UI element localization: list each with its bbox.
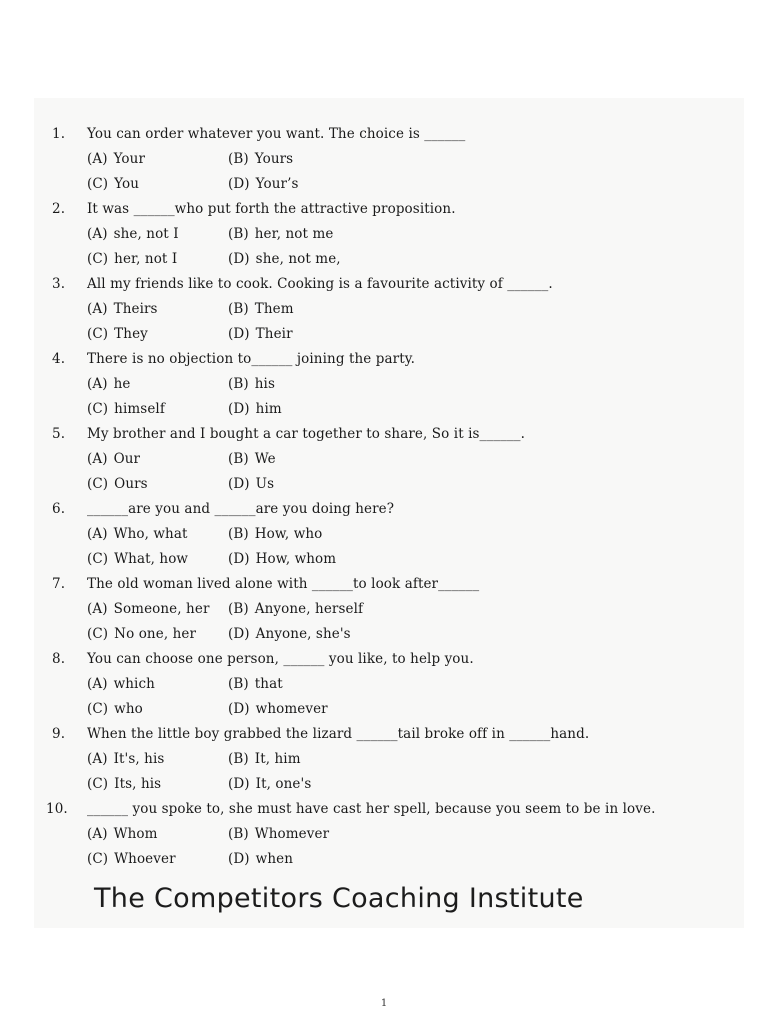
option-label: (D) (228, 176, 250, 192)
option-label: (D) (228, 776, 250, 792)
option-label: (B) (228, 451, 249, 467)
option-c (87, 851, 176, 867)
option-a (87, 526, 188, 542)
option-b (228, 151, 293, 167)
option-b (228, 751, 301, 767)
option-text: Us (255, 476, 275, 492)
option-text: Anyone, herself (254, 601, 364, 617)
option-a (87, 451, 140, 467)
option-b (228, 376, 275, 392)
option-text: who (114, 701, 143, 717)
option-label: (D) (228, 401, 250, 417)
question-text: ______are you and ______are you doing here? (87, 501, 395, 517)
option-label: (B) (228, 226, 249, 242)
option-label: (C) (87, 551, 109, 567)
question-text: You can order whatever you want. The choice is ______ (87, 126, 466, 142)
option-label: (A) (87, 151, 108, 167)
option-text: It's, his (113, 751, 165, 767)
option-label: (C) (87, 701, 109, 717)
option-text: her, not I (114, 251, 178, 267)
option-text: Whoever (114, 851, 176, 867)
question-number: 9. (52, 726, 66, 742)
option-label: (C) (87, 776, 109, 792)
option-label: (C) (87, 626, 109, 642)
option-a (87, 826, 158, 842)
option-d (228, 626, 351, 642)
option-a (87, 676, 155, 692)
option-text: himself (114, 401, 165, 417)
option-text: which (113, 676, 155, 692)
option-text: We (254, 451, 276, 467)
option-text: Yours (254, 151, 294, 167)
option-label: (B) (228, 301, 249, 317)
option-a (87, 751, 164, 767)
option-a (87, 151, 145, 167)
option-a (87, 601, 210, 617)
option-label: (B) (228, 376, 249, 392)
option-c (87, 251, 177, 267)
option-text: Anyone, she's (255, 626, 351, 642)
option-text: she, not me, (255, 251, 341, 267)
option-label: (A) (87, 526, 108, 542)
option-label: (C) (87, 326, 109, 342)
question-text: It was ______who put forth the attractive proposition. (87, 201, 456, 217)
option-label: (A) (87, 826, 108, 842)
option-d (228, 326, 293, 342)
option-text: he (113, 376, 131, 392)
question-text: You can choose one person, ______ you like, to help you. (87, 651, 474, 667)
option-a (87, 376, 130, 392)
question-number: 8. (52, 651, 66, 667)
question-number: 5. (52, 426, 66, 442)
question-number: 7. (52, 576, 66, 592)
option-text: him (255, 401, 282, 417)
option-b (228, 226, 333, 242)
option-label: (C) (87, 851, 109, 867)
option-label: (A) (87, 226, 108, 242)
option-text: Theirs (113, 301, 158, 317)
option-label: (D) (228, 851, 250, 867)
option-b (228, 826, 329, 842)
option-a (87, 226, 179, 242)
option-b (228, 601, 363, 617)
option-text: when (255, 851, 294, 867)
option-text: Its, his (114, 776, 162, 792)
option-label: (B) (228, 826, 249, 842)
option-c (87, 176, 139, 192)
institute-name: The Competitors Coaching Institute (94, 883, 584, 914)
question-text: There is no objection to______ joining the party. (87, 351, 416, 367)
question-text: All my friends like to cook. Cooking is a favourite activity of ______. (87, 276, 553, 292)
option-label: (A) (87, 301, 108, 317)
option-label: (B) (228, 151, 249, 167)
question-number: 10. (46, 801, 68, 817)
option-d (228, 776, 311, 792)
option-c (87, 776, 161, 792)
option-text: No one, her (114, 626, 197, 642)
option-label: (D) (228, 551, 250, 567)
option-label: (A) (87, 601, 108, 617)
option-b (228, 451, 276, 467)
option-label: (A) (87, 451, 108, 467)
option-text: You (114, 176, 140, 192)
question-text: When the little boy grabbed the lizard ______tail broke off in ______hand. (87, 726, 590, 742)
option-text: Ours (114, 476, 148, 492)
question-number: 3. (52, 276, 66, 292)
option-c (87, 401, 165, 417)
option-text: Who, what (113, 526, 188, 542)
option-text: Your’s (255, 176, 299, 192)
option-label: (D) (228, 626, 250, 642)
option-label: (B) (228, 601, 249, 617)
option-text: that (254, 676, 283, 692)
option-text: she, not I (113, 226, 179, 242)
option-label: (D) (228, 326, 250, 342)
option-label: (A) (87, 751, 108, 767)
option-b (228, 526, 322, 542)
option-d (228, 401, 282, 417)
option-d (228, 476, 274, 492)
option-c (87, 626, 196, 642)
option-label: (C) (87, 251, 109, 267)
option-label: (B) (228, 676, 249, 692)
option-label: (A) (87, 676, 108, 692)
question-text: The old woman lived alone with ______to look after______ (87, 576, 480, 592)
option-label: (C) (87, 476, 109, 492)
option-text: It, one's (255, 776, 312, 792)
option-label: (B) (228, 751, 249, 767)
option-d (228, 851, 293, 867)
option-text: How, whom (255, 551, 337, 567)
option-text: It, him (254, 751, 301, 767)
option-label: (D) (228, 251, 250, 267)
option-b (228, 676, 283, 692)
option-b (228, 301, 294, 317)
option-text: Whomever (254, 826, 330, 842)
option-text: Their (255, 326, 293, 342)
option-label: (D) (228, 476, 250, 492)
option-text: Them (254, 301, 294, 317)
option-text: Someone, her (113, 601, 210, 617)
page-number: 1 (380, 998, 388, 1009)
option-a (87, 301, 158, 317)
option-text: How, who (254, 526, 323, 542)
option-label: (C) (87, 401, 109, 417)
option-text: whomever (255, 701, 328, 717)
option-d (228, 251, 341, 267)
option-text: Whom (113, 826, 158, 842)
question-number: 1. (52, 126, 66, 142)
option-d (228, 176, 299, 192)
option-text: Our (113, 451, 141, 467)
option-label: (D) (228, 701, 250, 717)
question-text: ______ you spoke to, she must have cast her spell, because you seem to be in love. (87, 801, 656, 817)
worksheet-panel (34, 98, 744, 928)
option-c (87, 701, 143, 717)
option-label: (B) (228, 526, 249, 542)
option-text: his (254, 376, 276, 392)
option-c (87, 326, 148, 342)
option-d (228, 701, 328, 717)
option-text: Your (113, 151, 146, 167)
option-text: What, how (114, 551, 189, 567)
question-text: My brother and I bought a car together to share, So it is______. (87, 426, 526, 442)
question-number: 4. (52, 351, 66, 367)
option-d (228, 551, 336, 567)
option-label: (C) (87, 176, 109, 192)
question-number: 6. (52, 501, 66, 517)
option-text: They (114, 326, 148, 342)
option-label: (A) (87, 376, 108, 392)
option-text: her, not me (254, 226, 334, 242)
option-c (87, 476, 148, 492)
question-number: 2. (52, 201, 66, 217)
option-c (87, 551, 188, 567)
